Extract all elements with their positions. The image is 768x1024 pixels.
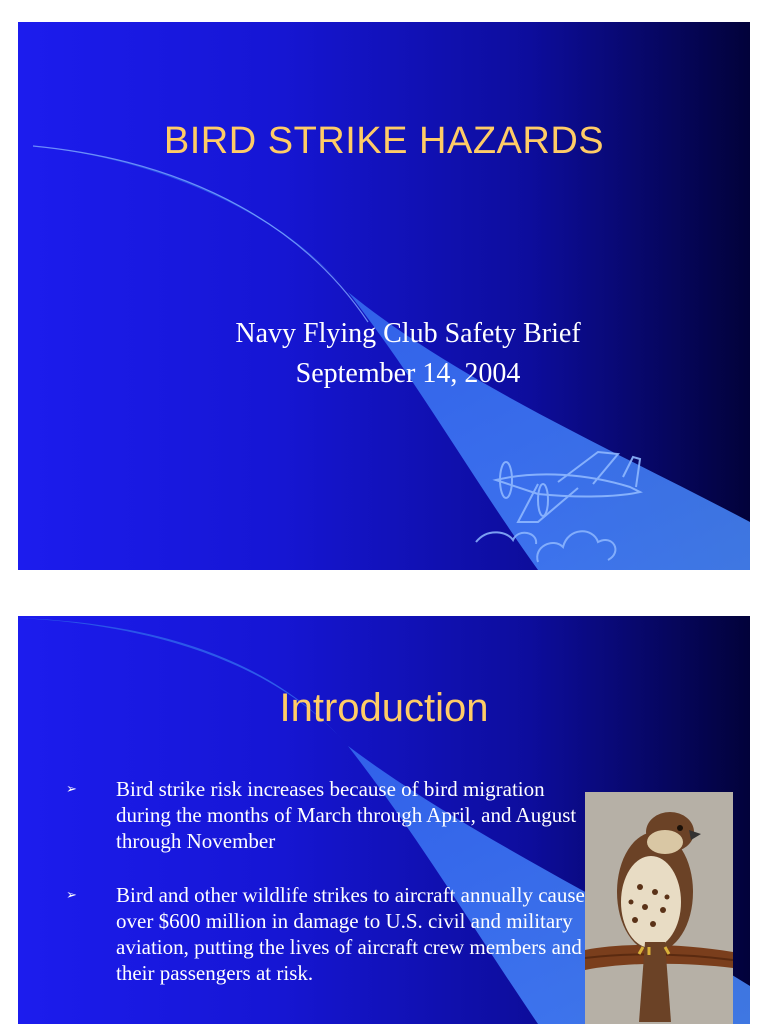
introduction-slide xyxy=(18,616,750,1024)
bullet-list xyxy=(66,776,586,1014)
bullet-item xyxy=(66,882,586,986)
arrow-bullet-icon: ➢ xyxy=(66,781,77,796)
slide-subtitle xyxy=(168,314,648,394)
bullet-text: Bird and other wildlife strikes to aircraft annually cause over $600 million in damage to U.S. civil and military aviation, putting the lives of aircraft crew members and their passengers at risk. xyxy=(116,883,585,985)
hawk-photo xyxy=(585,792,733,1024)
arrow-bullet-icon: ➢ xyxy=(66,887,77,902)
swoosh-decoration xyxy=(18,22,750,570)
bullet-item xyxy=(66,776,586,854)
subtitle-line: Navy Flying Club Safety Brief xyxy=(235,318,581,349)
slide-title: BIRD STRIKE HAZARDS xyxy=(163,120,605,162)
slide-title: Introduction xyxy=(279,686,489,730)
hawk-icon xyxy=(585,792,733,1024)
title-slide xyxy=(18,22,750,570)
subtitle-line: September 14, 2004 xyxy=(295,358,521,389)
bullet-text: Bird strike risk increases because of bird migration during the months of March through April, and August through November xyxy=(116,777,577,853)
